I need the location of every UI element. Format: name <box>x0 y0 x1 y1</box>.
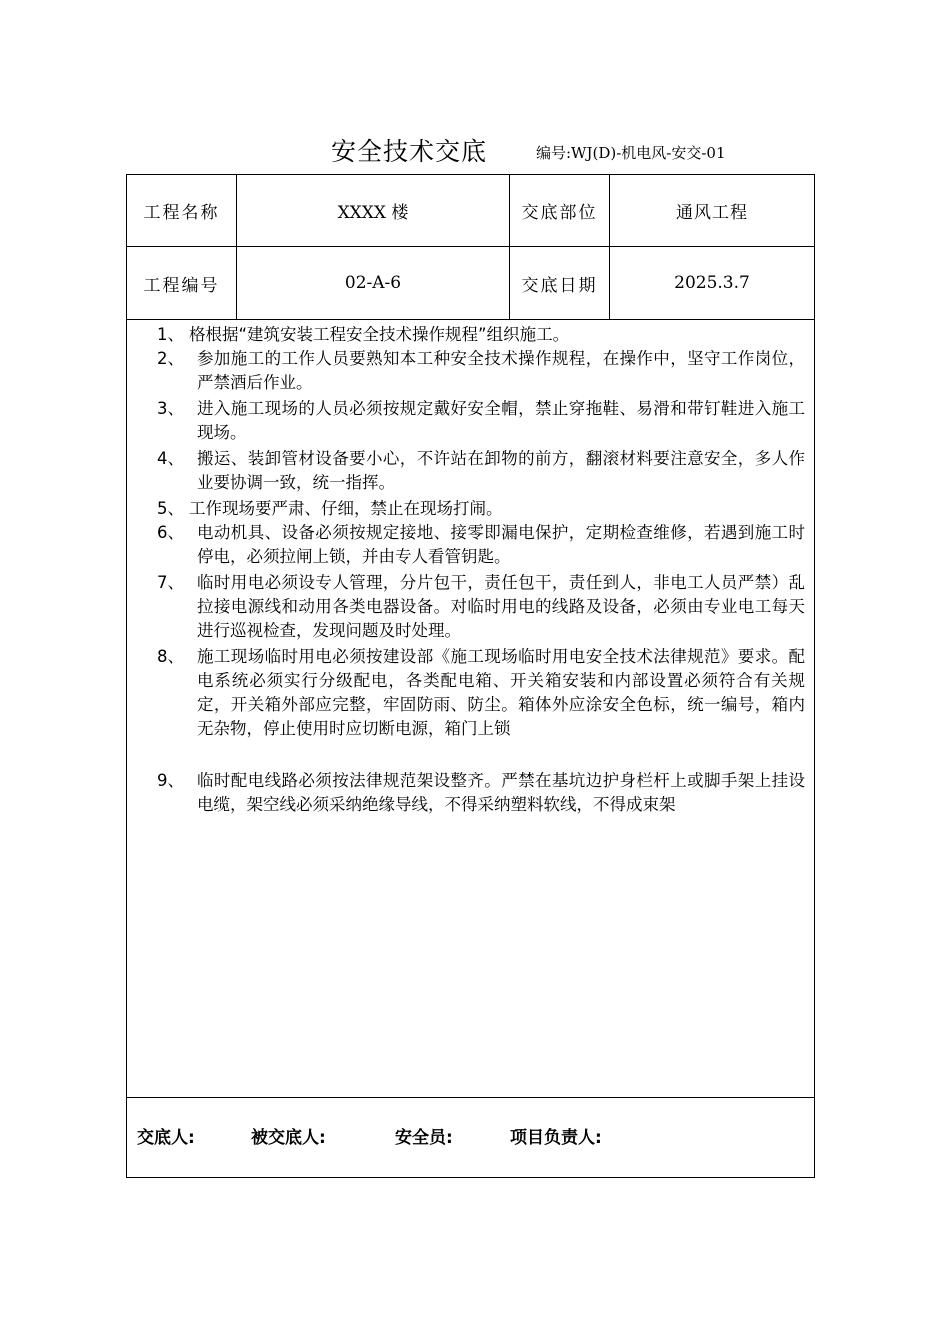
project-manager-label: 项目负责人: <box>510 1128 602 1148</box>
disclosure-content <box>127 321 814 1099</box>
item-number: 2、 <box>157 349 184 368</box>
disclosure-part-value: 通风工程 <box>676 203 748 223</box>
list-item <box>157 497 805 521</box>
list-item <box>157 521 805 569</box>
item-number: 6、 <box>157 523 184 542</box>
item-number: 7、 <box>157 573 184 592</box>
row-divider <box>127 319 814 320</box>
item-text: 电动机具、设备必须按规定接地、接零即漏电保护，定期检查维修，若遇到施工时停电，必须拉闸上锁，并由专人看管钥匙。 <box>197 523 805 566</box>
item-text: 进入施工现场的人员必须按规定戴好安全帽，禁止穿拖鞋、易滑和带钉鞋进入施工现场。 <box>197 399 805 442</box>
item-number: 5、 <box>157 499 184 518</box>
item-number: 8、 <box>157 647 184 666</box>
list-item <box>157 571 805 643</box>
item-text: 临时用电必须设专人管理，分片包干，责任包干，责任到人，非电工人员严禁）乱拉接电源线和动用各类电器设备。对临时用电的线路及设备，必须由专业电工每天进行巡视检查，发现问题及时处理。 <box>197 573 805 640</box>
discloser-label: 交底人: <box>137 1128 195 1148</box>
document-title: 安全技术交底 <box>331 137 488 166</box>
disclosure-date-label: 交底日期 <box>521 275 598 296</box>
item-number: 4、 <box>157 449 184 468</box>
disclosure-table <box>126 174 815 1178</box>
item-text: 搬运、装卸管材设备要小心，不许站在卸物的前方，翻滚材料要注意安全，多人作业要协调一致，统一指挥。 <box>197 449 805 492</box>
disclosure-date-value: 2025.3.7 <box>674 273 750 293</box>
disclosure-part-label: 交底部位 <box>521 203 598 223</box>
item-text: 临时配电线路必须按法律规范架设整齐。严禁在基坑边护身栏杆上或脚手架上挂设电缆，架空线必须采纳绝缘导线，不得采纳塑料软线，不得成束架 <box>197 771 805 814</box>
item-text: 工作现场要严肃、仔细，禁止在现场打闹。 <box>189 499 503 518</box>
list-item <box>157 397 805 445</box>
project-name-value: XXXX 楼 <box>337 203 409 223</box>
list-item <box>157 447 805 495</box>
list-item <box>157 769 805 817</box>
project-number-value: 02-A-6 <box>344 273 402 293</box>
list-item <box>157 323 805 347</box>
safety-officer-label: 安全员: <box>395 1128 453 1148</box>
item-text: 参加施工的工作人员要熟知本工种安全技术操作规程，在操作中，坚守工作岗位，严禁酒后作业。 <box>197 349 805 392</box>
signature-row <box>127 1099 814 1177</box>
receiver-label: 被交底人: <box>251 1128 326 1148</box>
item-number: 1、 <box>157 325 184 344</box>
project-name-label: 工程名称 <box>143 203 220 223</box>
project-number-label: 工程编号 <box>143 275 220 296</box>
document-header <box>0 130 950 170</box>
list-item <box>157 645 805 741</box>
document-code: 编号:WJ(D)-机电风-安交-01 <box>536 144 726 162</box>
item-number: 9、 <box>157 771 184 790</box>
item-text: 格根据“建筑安装工程安全技术操作规程”组织施工。 <box>189 325 570 344</box>
item-text: 施工现场临时用电必须按建设部《施工现场临时用电安全技术法律规范》要求。配电系统必须实行分级配电，各类配电箱、开关箱安装和内部设置必须符合有关规定，开关箱外部应完整，牢固防雨、防尘。箱体外应涂安全色标，统一编号，箱内无杂物，停止使用时应切断电源，箱门上锁 <box>197 647 805 738</box>
list-item <box>157 347 805 395</box>
item-number: 3、 <box>157 399 184 418</box>
